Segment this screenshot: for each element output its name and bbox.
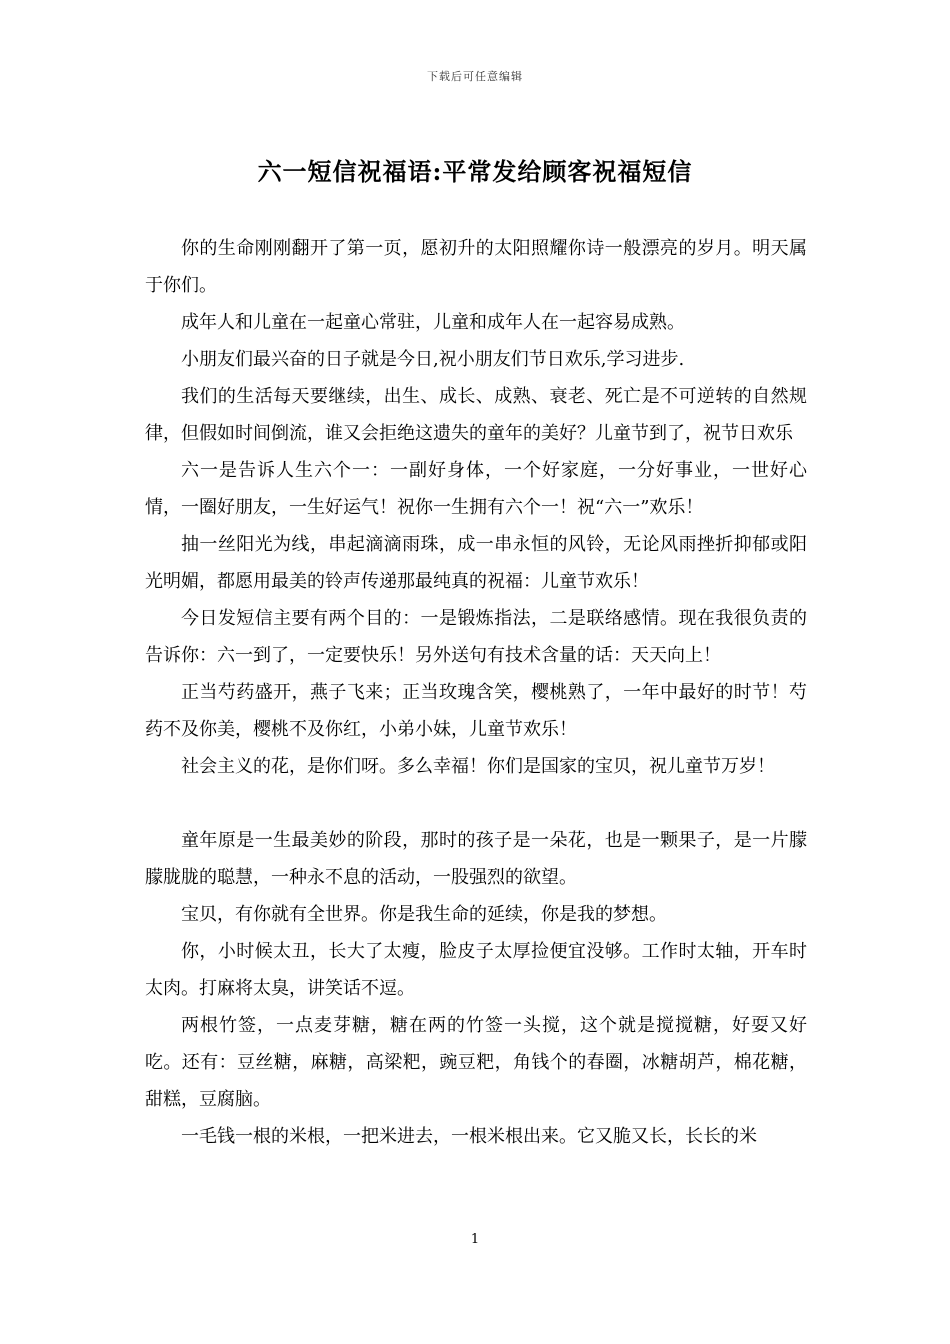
paragraph: 成年人和儿童在一起童心常驻，儿童和成年人在一起容易成熟。	[181, 312, 685, 333]
paragraph: 社会主义的花，是你们呀。多么幸福！你们是国家的宝贝，祝儿童节万岁！	[181, 756, 775, 777]
document-title: 六一短信祝福语:平常发给顾客祝福短信	[257, 157, 693, 186]
paragraph: 你的生命刚刚翻开了第一页，愿初升的太阳照耀你诗一般漂亮的岁月。明天属于你们。	[145, 238, 807, 296]
page-number: 1	[470, 1232, 480, 1247]
paragraph: 今日发短信主要有两个目的：一是锻炼指法，二是联络感情。现在我很负责的告诉你：六一到了，一定要快乐！另外送句有技术含量的话：天天向上！	[145, 608, 807, 666]
paragraph: 一毛钱一根的米根，一把米进去，一根米根出来。它又脆又长，长长的米	[181, 1126, 757, 1147]
paragraph: 你，小时候太丑，长大了太瘦，脸皮子太厚捡便宜没够。工作时太轴，开车时太肉。打麻将太臭，讲笑话不逗。	[145, 941, 807, 999]
page-header-note: 下载后可任意编辑	[427, 70, 523, 83]
paragraph: 两根竹签，一点麦芽糖，糖在两的竹签一头搅，这个就是搅搅糖，好耍又好吃。还有：豆丝糖，麻糖，高梁粑，豌豆粑，角钱个的春圈，冰糖胡芦，棉花糖，甜糕，豆腐脑。	[145, 1015, 807, 1110]
paragraph-spacer	[145, 785, 807, 822]
paragraph: 我们的生活每天要继续，出生、成长、成熟、衰老、死亡是不可逆转的自然规律，但假如时间倒流，谁又会拒绝这遗失的童年的美好？儿童节到了，祝节日欢乐	[145, 386, 807, 444]
paragraph: 小朋友们最兴奋的日子就是今日,祝小朋友们节日欢乐,学习进步.	[181, 349, 685, 370]
paragraph: 抽一丝阳光为线，串起滴滴雨珠，成一串永恒的风铃，无论风雨挫折抑郁或阳光明媚，都愿用最美的铃声传递那最纯真的祝福：儿童节欢乐！	[145, 534, 807, 592]
paragraph: 六一是告诉人生六个一：一副好身体，一个好家庭，一分好事业，一世好心情，一圈好朋友，一生好运气！祝你一生拥有六个一！祝“六一”欢乐！	[145, 460, 807, 518]
paragraph: 宝贝，有你就有全世界。你是我生命的延续，你是我的梦想。	[181, 904, 667, 925]
paragraph: 正当芍药盛开，燕子飞来；正当玫瑰含笑，樱桃熟了，一年中最好的时节！芍药不及你美，樱桃不及你红，小弟小妹，儿童节欢乐！	[145, 682, 807, 740]
paragraph: 童年原是一生最美妙的阶段，那时的孩子是一朵花，也是一颗果子，是一片朦朦胧胧的聪慧，一种永不息的活动，一股强烈的欲望。	[145, 830, 807, 888]
document-body	[145, 230, 807, 1155]
